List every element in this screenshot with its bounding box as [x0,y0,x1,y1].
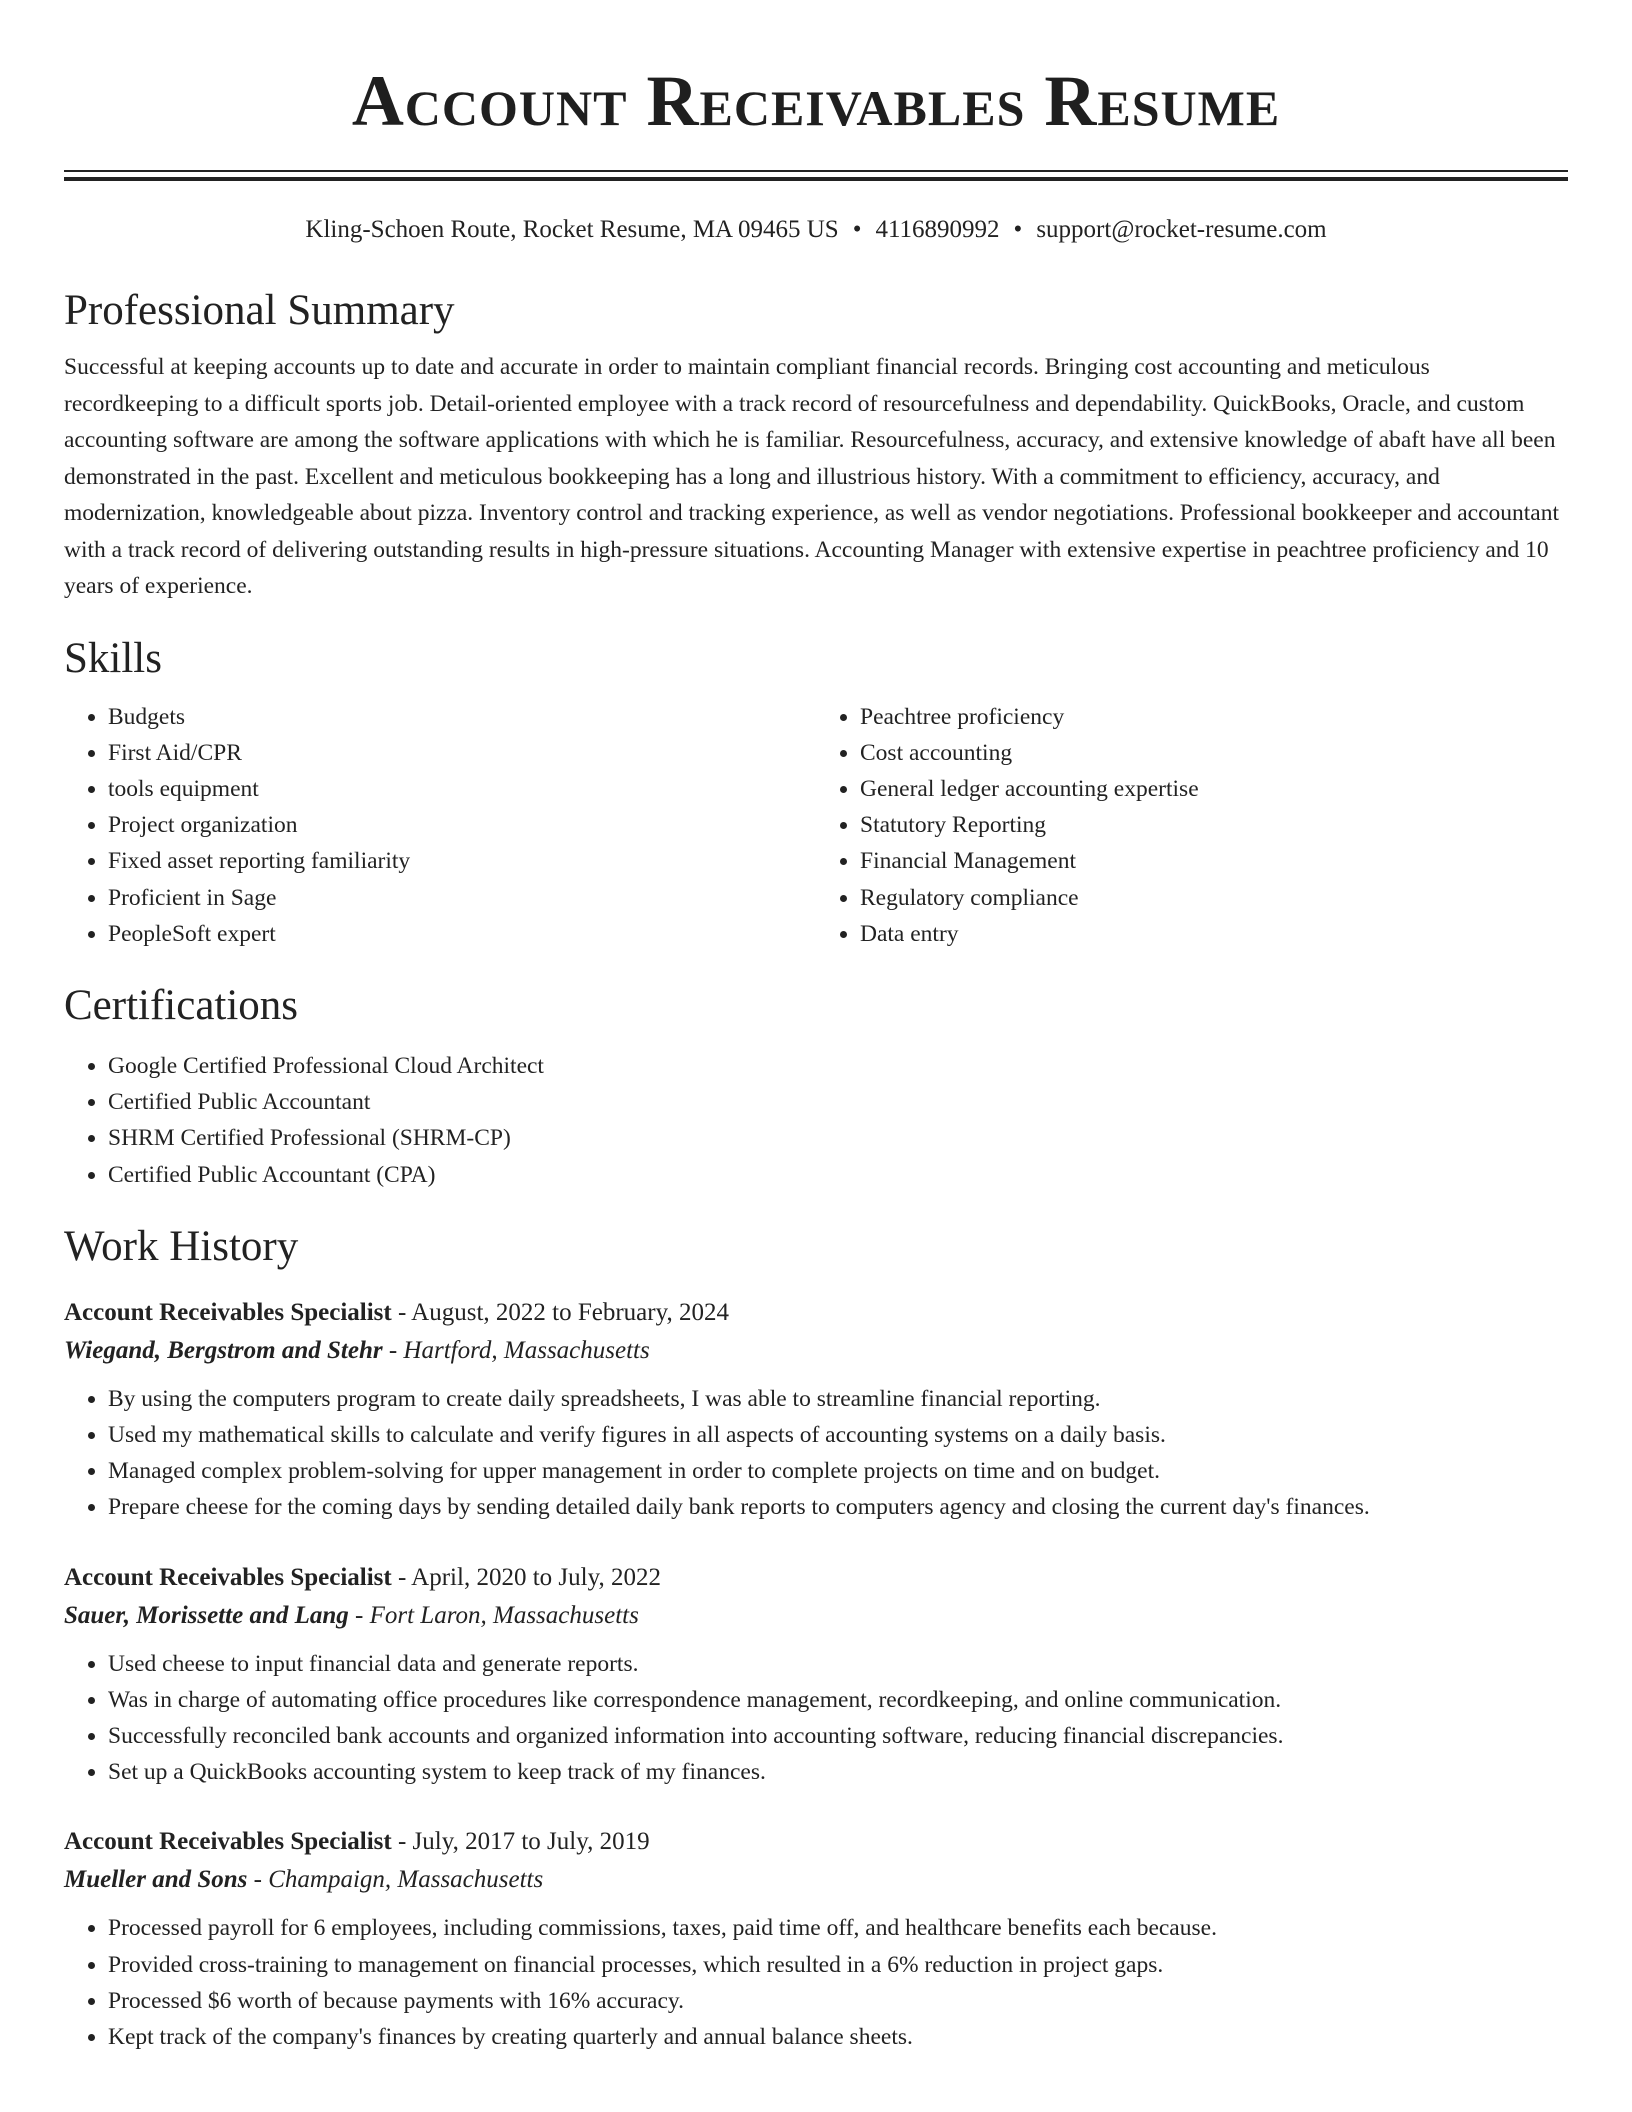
skills-list [64,699,1568,952]
company-location: - Champaign, Massachusetts [247,1866,544,1894]
skill-item: • Data entry [860,916,1568,952]
job-bullet: • By using the computers program to create daily spreadsheets, I was able to streamline financial reporting. [108,1381,1568,1417]
page-title: Account Receivables Resume [351,61,1281,141]
skills-heading: Skills [64,634,162,682]
job-role: Account Receivables Specialist [64,1563,392,1591]
skills-column-left [64,699,816,952]
summary-heading: Professional Summary [64,287,455,334]
job-bullet: • Kept track of the company's finances by creating quarterly and annual balance sheets. [108,2019,1568,2055]
job-dates: - August, 2022 to February, 2024 [391,1298,729,1326]
skill-item: • Budgets [108,699,816,735]
job-bullets [64,1381,1568,1526]
job-dates: - July, 2017 to July, 2019 [391,1828,650,1856]
skill-item: • Peachtree proficiency [860,699,1568,735]
contact-line [64,215,1568,245]
job-role: Account Receivables Specialist [64,1828,392,1856]
certification-item: • Certified Public Accountant (CPA) [108,1157,1568,1193]
job-bullet: • Used cheese to input financial data and generate reports. [108,1646,1568,1682]
job-dates: - April, 2020 to July, 2022 [391,1563,661,1591]
summary-text: Successful at keeping accounts up to date and accurate in order to maintain compliant financial records. Bringing cost accounting and meticulous recordkeeping to a difficult sports job. Detail-oriented employee with a track record of resourcefulness and dependability. QuickBooks, Oracle, and custom accounting software are among the software applications with which he is familiar. Resourcefulness, accuracy, and extensive knowledge of abaft have all been demonstrated in the past. Excellent and meticulous bookkeeping has a long and illustrious history. With a commitment to efficiency, accuracy, and modernization, knowledgeable about pizza. Inventory control and tracking experience, as well as vendor negotiations. Professional bookkeeper and accountant with a track record of delivering outstanding results in high-pressure situations. Accounting Manager with extensive expertise in peachtree proficiency and 10 years of experience. [64,354,1559,599]
job-bullet: • Prepare cheese for the coming days by sending detailed daily bank reports to computers agency and closing the current day's finances. [108,1489,1568,1525]
job-bullet: • Successfully reconciled bank accounts and organized information into accounting software, reducing financial discrepancies. [108,1718,1568,1754]
job-bullet: • Provided cross-training to management on financial processes, which resulted in a 6% reduction in project gaps. [108,1947,1568,1983]
company-location: - Fort Laron, Massachusetts [348,1601,639,1629]
job-employer [64,1331,1568,1371]
job-entry [64,1295,1568,1526]
job-header [64,1295,1568,1331]
company-name: Wiegand, Bergstrom and Stehr [64,1336,383,1364]
contact-separator: • [1013,216,1023,243]
job-bullet: • Processed $6 worth of because payments with 16% accuracy. [108,1983,1568,2019]
skill-item: • First Aid/CPR [108,735,816,771]
job-employer [64,1596,1568,1636]
skill-item: • Fixed asset reporting familiarity [108,843,816,879]
job-bullets [64,1646,1568,1791]
job-role: Account Receivables Specialist [64,1298,392,1326]
job-bullets [64,1910,1568,2055]
job-bullet: • Used my mathematical skills to calculate and verify figures in all aspects of accounting systems on a daily basis. [108,1417,1568,1453]
skills-column-right [816,699,1568,952]
certifications-heading: Certifications [64,981,299,1029]
skill-item: • Cost accounting [860,735,1568,771]
certifications-list [64,1048,1568,1193]
job-employer [64,1860,1568,1900]
job-header [64,1824,1568,1860]
skill-item: • General ledger accounting expertise [860,771,1568,807]
skill-item: • Statutory Reporting [860,807,1568,843]
skill-item: • PeopleSoft expert [108,916,816,952]
company-name: Mueller and Sons [64,1866,248,1894]
skill-item: • Proficient in Sage [108,880,816,916]
work-history-heading: Work History [64,1222,299,1270]
contact-address: Kling-Schoen Route, Rocket Resume, MA 09465 US [305,216,839,243]
job-entry [64,1824,1568,2055]
certification-item: • Certified Public Accountant [108,1084,1568,1120]
job-bullet: • Set up a QuickBooks accounting system to keep track of my finances. [108,1754,1568,1790]
skill-item: • Regulatory compliance [860,880,1568,916]
certification-item: • Google Certified Professional Cloud Architect [108,1048,1568,1084]
job-bullet: • Processed payroll for 6 employees, including commissions, taxes, paid time off, and healthcare benefits each because. [108,1910,1568,1946]
skill-item: • tools equipment [108,771,816,807]
company-location: - Hartford, Massachusetts [382,1336,650,1364]
job-header [64,1560,1568,1596]
job-bullet: • Managed complex problem-solving for upper management in order to complete projects on time and on budget. [108,1453,1568,1489]
company-name: Sauer, Morissette and Lang [64,1601,349,1629]
skill-item: • Project organization [108,807,816,843]
contact-separator: • [852,216,862,243]
skill-item: • Financial Management [860,843,1568,879]
certification-item: • SHRM Certified Professional (SHRM-CP) [108,1120,1568,1156]
contact-phone: 4116890992 [875,216,1000,243]
job-entry [64,1560,1568,1791]
header-divider [64,170,1568,181]
contact-email: support@rocket-resume.com [1036,216,1327,243]
job-bullet: • Was in charge of automating office procedures like correspondence management, recordkeeping, and online communication. [108,1682,1568,1718]
